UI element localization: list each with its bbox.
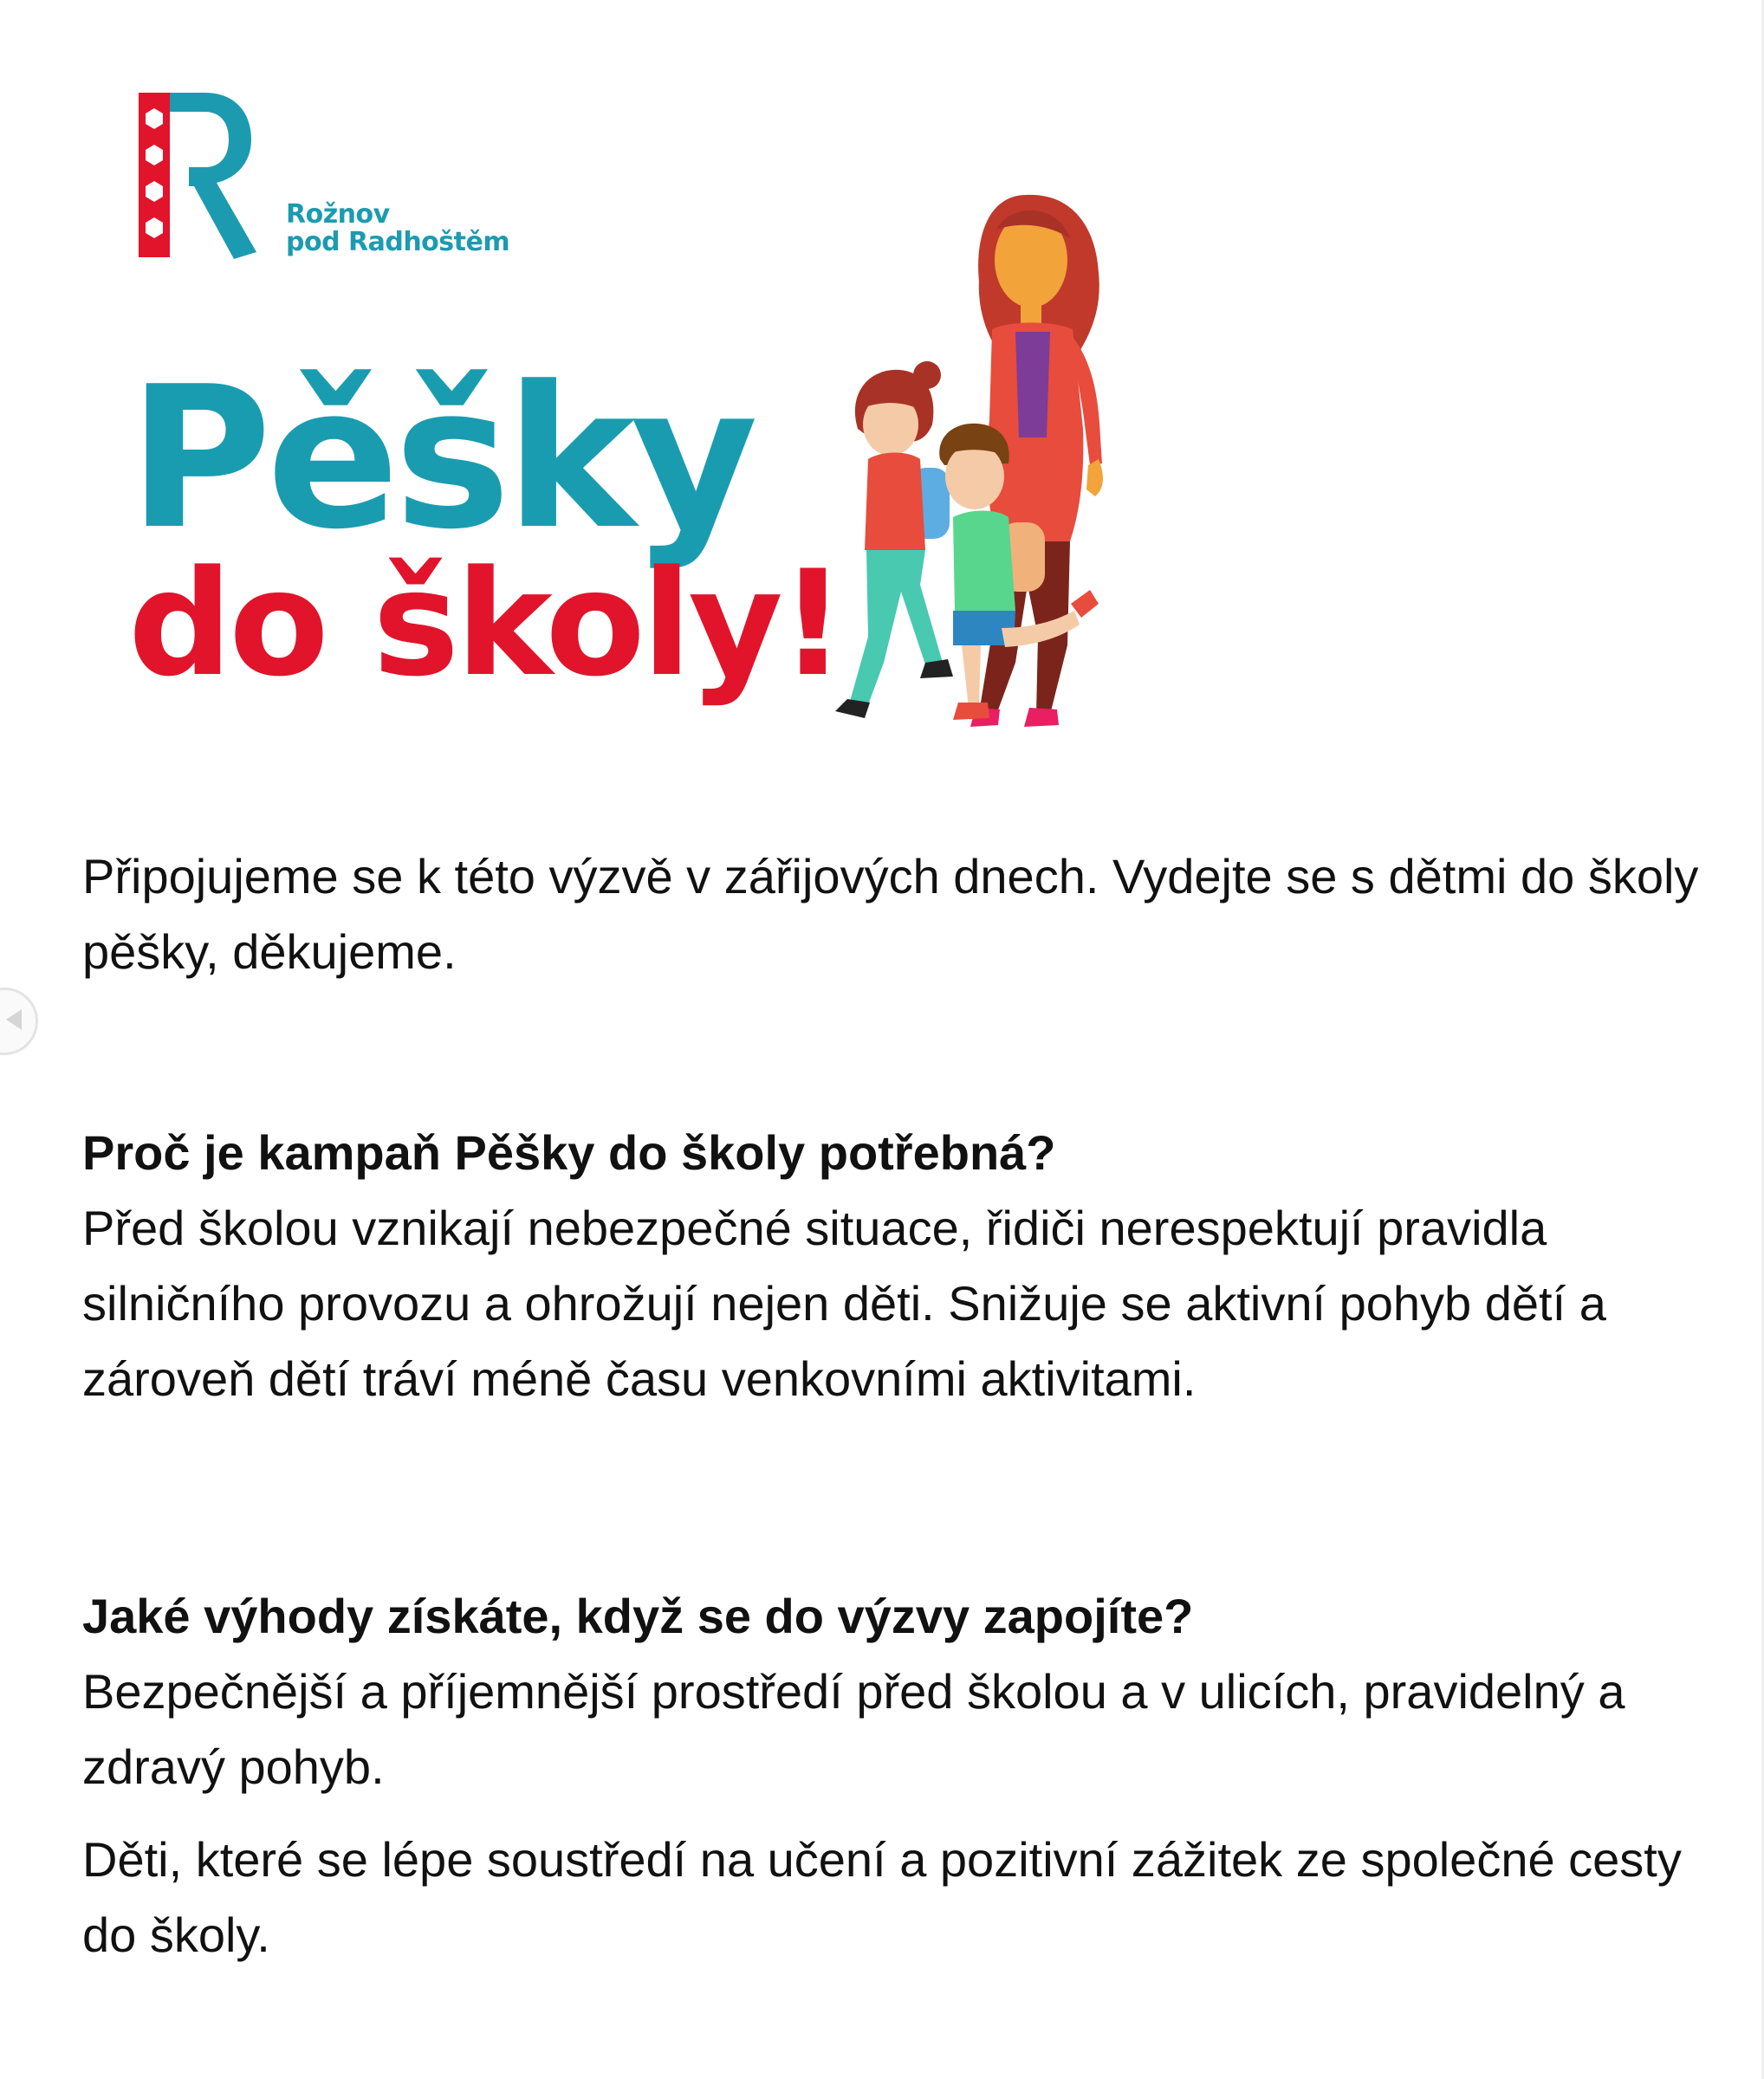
girl-figure <box>835 361 953 718</box>
logo-town-line-2: pod Radhoštěm <box>286 227 510 257</box>
section-heading-benefits: Jaké výhody získáte, když se do výzvy zapojíte? <box>82 1589 1194 1643</box>
paragraph-spacer <box>82 1804 1728 1822</box>
roznov-logo-mark <box>137 91 258 259</box>
paragraph-spacer <box>82 989 1728 1115</box>
section-paragraph-benefits-2: Děti, které se lépe soustředí na učení a pozitivní zážitek ze společné cesty do školy. <box>82 1832 1682 1962</box>
intro-paragraph: Připojujeme se k této výzvě v zářijových dnech. Vydejte se s dětmi do školy pěšky, děkujeme. <box>82 849 1699 979</box>
campaign-title-line-2: do školy! <box>128 539 843 709</box>
section-heading-why: Proč je kampaň Pěšky do školy potřebná? <box>82 1125 1056 1180</box>
campaign-title-line-1: Pěšky <box>128 345 754 573</box>
logo-town-name <box>286 201 509 256</box>
section-paragraph-benefits-1: Bezpečnější a příjemnější prostředí před školou a v ulicích, pravidelný a zdravý pohyb. <box>82 1664 1625 1794</box>
paragraph-spacer <box>82 1416 1728 1578</box>
section-paragraph-why: Před školou vznikají nebezpečné situace, řidiči nerespektují pravidla silničního provozu a ohrožují nejen děti. Snižuje se aktivní pohyb dětí a zároveň dětí tráví méně času venkovními aktivitami. <box>82 1201 1606 1406</box>
logo-town-line-1: Rožnov <box>286 199 390 230</box>
campaign-title <box>128 345 843 710</box>
family-walking-illustration <box>823 178 1213 775</box>
logo-letter-r <box>170 93 256 259</box>
document-body <box>82 839 1728 1972</box>
